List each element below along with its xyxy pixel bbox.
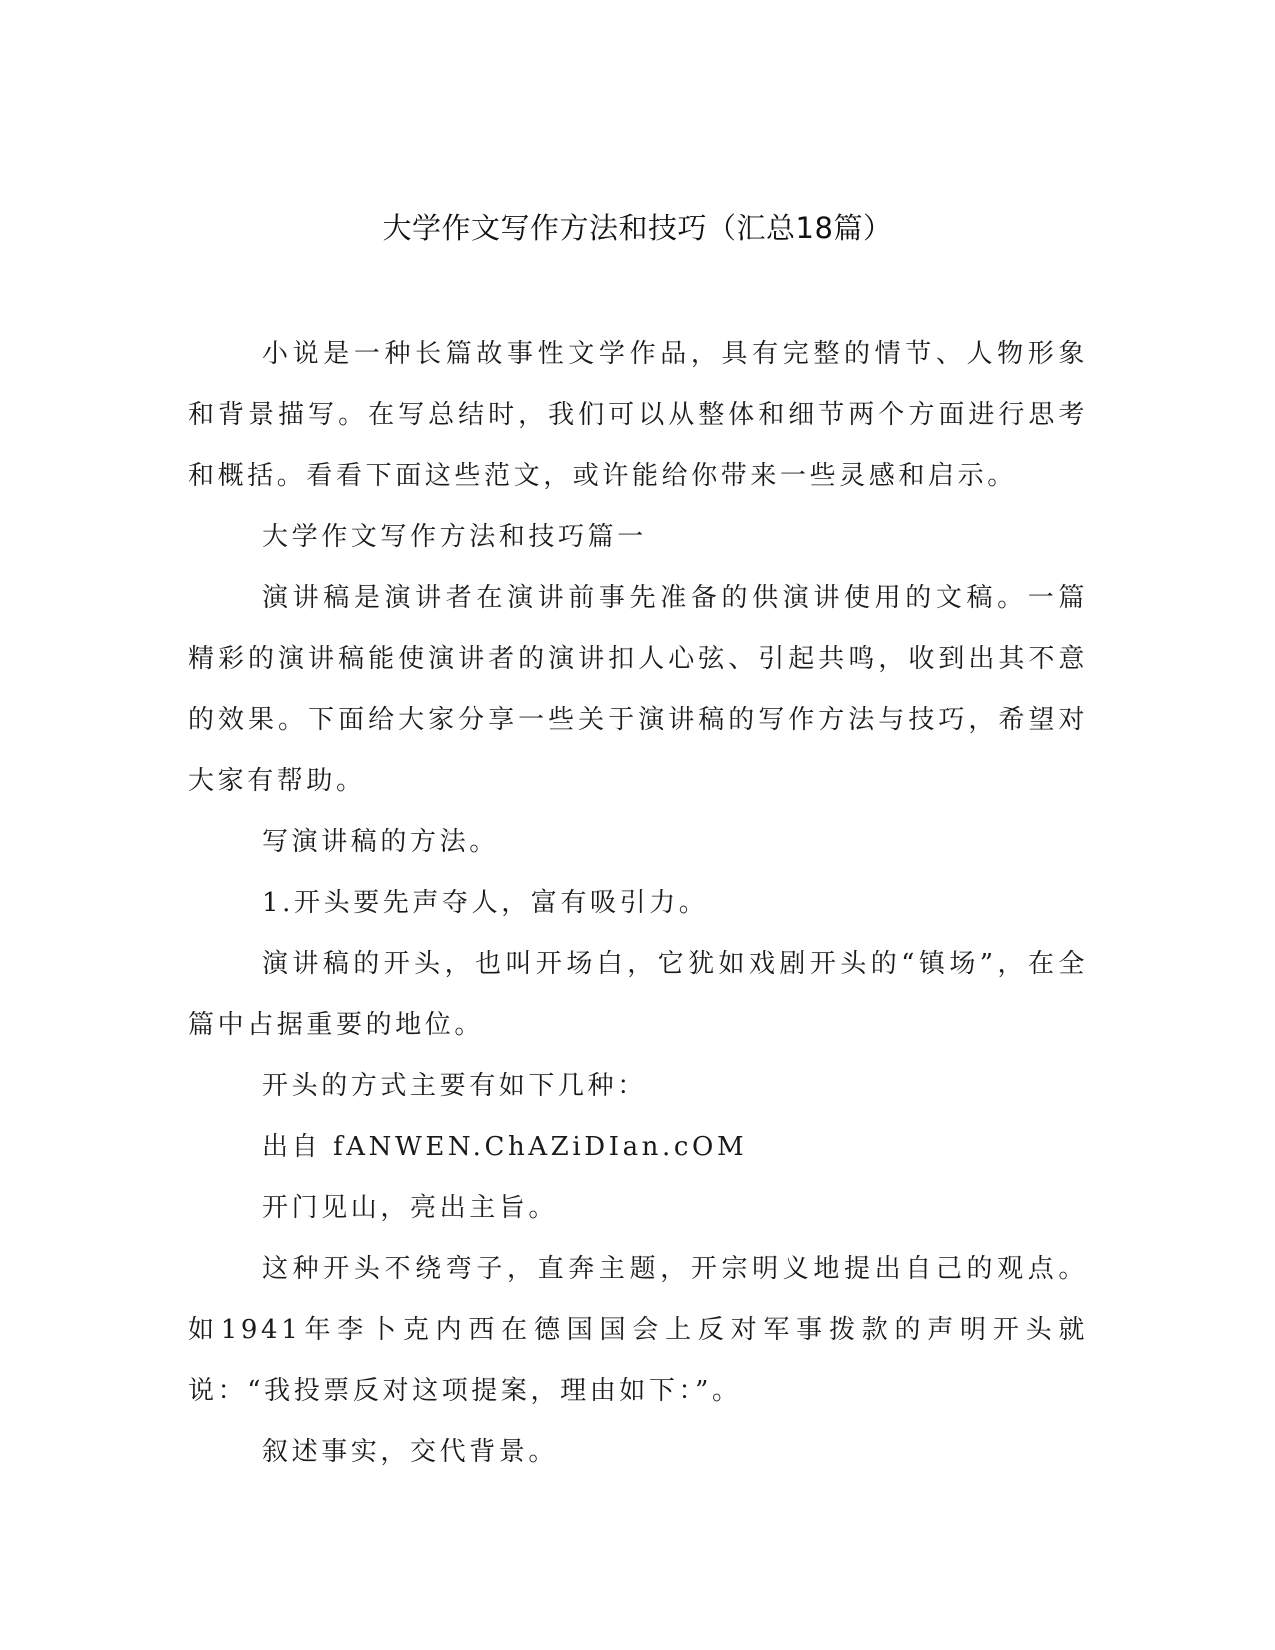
section-heading: 大学作文写作方法和技巧篇一 — [262, 522, 647, 552]
paragraph-opening: 演讲稿的开头，也叫开场白，它犹如戏剧开头的“镇场”，在全篇中占据重要的地位。 — [188, 949, 1088, 1040]
paragraph-source: 出自 fANWEN.ChAZiDIan.cOM — [262, 1132, 748, 1162]
document-title: 大学作文写作方法和技巧（汇总18篇） — [382, 211, 893, 245]
paragraph-narrate-facts: 叙述事实，交代背景。 — [262, 1437, 559, 1467]
paragraph-intro: 小说是一种长篇故事性文学作品，具有完整的情节、人物形象和背景描写。在写总结时，我们可以从整体和细节两个方面进行思考和概括。看看下面这些范文，或许能给你带来一些灵感和启示。 — [188, 339, 1088, 491]
paragraph-point-1: 1.开头要先声夺人，富有吸引力。 — [262, 888, 709, 918]
document-body — [188, 324, 1088, 1483]
paragraph-opening-types: 开头的方式主要有如下几种： — [262, 1071, 647, 1101]
paragraph-method-heading: 写演讲稿的方法。 — [262, 827, 499, 857]
paragraph-direct-example: 这种开头不绕弯子，直奔主题，开宗明义地提出自己的观点。如1941年李卜克内西在德国国会上反对军事拨款的声明开头就说：“我投票反对这项提案，理由如下：”。 — [188, 1254, 1088, 1406]
paragraph-direct-opening: 开门见山，亮出主旨。 — [262, 1193, 559, 1223]
paragraph-speech-definition: 演讲稿是演讲者在演讲前事先准备的供演讲使用的文稿。一篇精彩的演讲稿能使演讲者的演讲扣人心弦、引起共鸣，收到出其不意的效果。下面给大家分享一些关于演讲稿的写作方法与技巧，希望对大家有帮助。 — [188, 583, 1088, 796]
